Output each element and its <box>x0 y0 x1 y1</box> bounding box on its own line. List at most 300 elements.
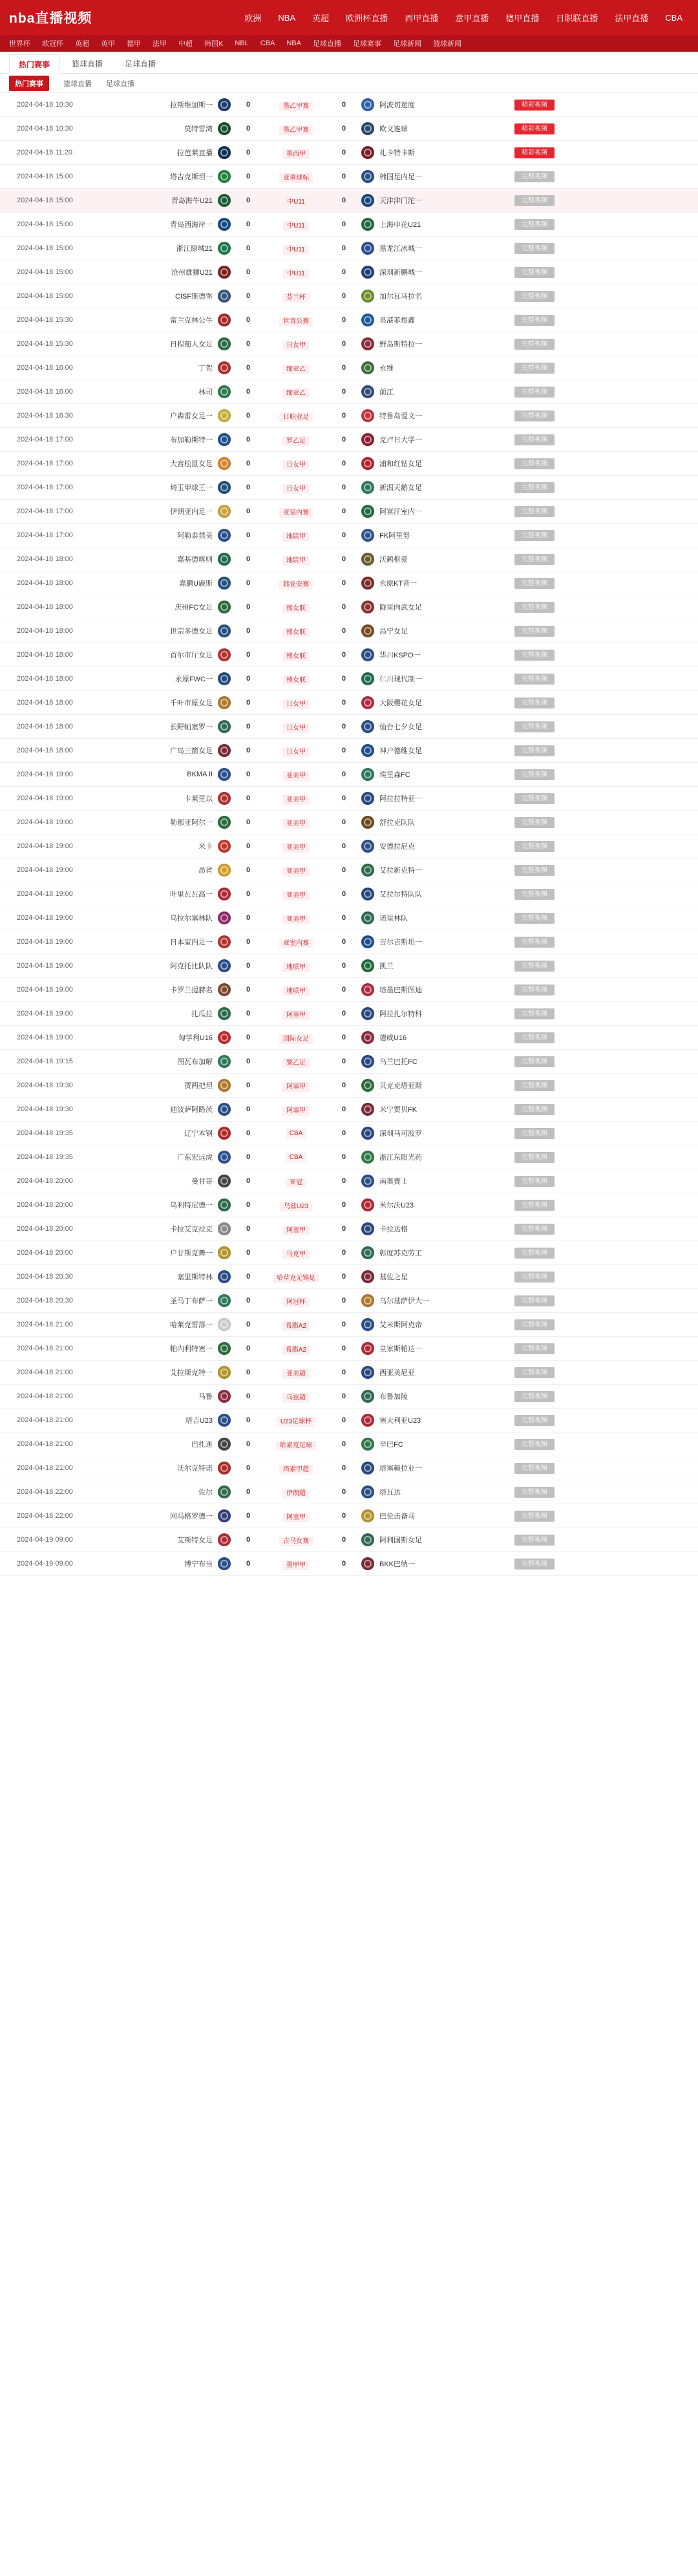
table-row[interactable] <box>0 117 698 141</box>
away-team[interactable] <box>356 1222 495 1235</box>
league-badge[interactable] <box>260 937 332 947</box>
home-team[interactable] <box>97 337 236 350</box>
nav-item-8[interactable]: 法甲直播 <box>615 13 649 23</box>
watch-replay-button[interactable]: 完整视频 <box>514 1319 555 1330</box>
home-team[interactable] <box>97 194 236 207</box>
subnav-item-1[interactable]: 欧冠杯 <box>42 40 63 48</box>
away-team[interactable] <box>356 1079 495 1092</box>
league-badge[interactable] <box>260 602 332 612</box>
away-team[interactable] <box>356 194 495 207</box>
away-team[interactable] <box>356 696 495 709</box>
home-team[interactable] <box>97 1103 236 1116</box>
watch-replay-button[interactable]: 完整视频 <box>514 1463 555 1474</box>
away-team[interactable] <box>356 122 495 135</box>
section-link-1[interactable]: 篮球直播 <box>63 80 92 88</box>
league-badge[interactable] <box>260 172 332 182</box>
table-row[interactable] <box>0 906 698 930</box>
league-badge[interactable] <box>260 100 332 110</box>
league-badge[interactable] <box>260 866 332 875</box>
watch-replay-button[interactable]: 完整视频 <box>514 458 555 469</box>
watch-replay-button[interactable]: 完整视频 <box>514 1056 555 1067</box>
watch-replay-button[interactable]: 完整视频 <box>514 1391 555 1402</box>
watch-replay-button[interactable]: 完整视频 <box>514 602 555 613</box>
home-team[interactable] <box>97 1127 236 1140</box>
away-team[interactable] <box>356 242 495 255</box>
subnav-item-8[interactable]: NBL <box>235 39 249 47</box>
league-badge[interactable] <box>260 698 332 708</box>
away-team[interactable] <box>356 1557 495 1570</box>
watch-replay-button[interactable]: 完整视频 <box>514 1343 555 1354</box>
nav-item-5[interactable]: 意甲直播 <box>455 13 489 23</box>
away-team[interactable] <box>356 481 495 494</box>
watch-replay-button[interactable]: 完整视频 <box>514 195 555 206</box>
table-row[interactable] <box>0 452 698 476</box>
home-team[interactable] <box>97 792 236 805</box>
league-badge[interactable] <box>260 1344 332 1354</box>
table-row[interactable] <box>0 1241 698 1265</box>
home-team[interactable] <box>97 888 236 900</box>
home-team[interactable] <box>97 768 236 781</box>
watch-replay-button[interactable]: 完整视频 <box>514 1152 555 1163</box>
home-team[interactable] <box>97 1079 236 1092</box>
home-team[interactable] <box>97 1509 236 1522</box>
subnav-item-9[interactable]: CBA <box>260 39 275 47</box>
league-badge[interactable] <box>260 1368 332 1378</box>
league-badge[interactable] <box>260 339 332 349</box>
league-badge[interactable] <box>260 650 332 660</box>
watch-highlights-button[interactable]: 精彩视频 <box>514 123 555 134</box>
section-link-2[interactable]: 足球直播 <box>106 80 134 88</box>
table-row[interactable] <box>0 476 698 500</box>
home-team[interactable] <box>97 314 236 326</box>
table-row[interactable] <box>0 954 698 978</box>
table-row[interactable] <box>0 978 698 1002</box>
home-team[interactable] <box>97 266 236 279</box>
away-team[interactable] <box>356 1366 495 1379</box>
league-badge[interactable] <box>260 794 332 804</box>
home-team[interactable] <box>97 1007 236 1020</box>
away-team[interactable] <box>356 1318 495 1331</box>
away-team[interactable] <box>356 1031 495 1044</box>
home-team[interactable] <box>97 1318 236 1331</box>
watch-replay-button[interactable]: 完整视频 <box>514 1080 555 1091</box>
league-badge[interactable] <box>260 1153 332 1161</box>
league-badge[interactable] <box>260 459 332 469</box>
away-team[interactable] <box>356 1485 495 1498</box>
away-team[interactable] <box>356 935 495 948</box>
league-badge[interactable] <box>260 1057 332 1067</box>
league-badge[interactable] <box>260 1176 332 1186</box>
league-badge[interactable] <box>260 1200 332 1210</box>
nav-item-7[interactable]: 日职联直播 <box>556 13 598 23</box>
watch-replay-button[interactable]: 完整视频 <box>514 793 555 804</box>
home-team[interactable] <box>97 648 236 661</box>
away-team[interactable] <box>356 409 495 422</box>
table-row[interactable] <box>0 691 698 715</box>
table-row[interactable] <box>0 763 698 787</box>
away-team[interactable] <box>356 146 495 159</box>
home-team[interactable] <box>97 385 236 398</box>
league-badge[interactable] <box>260 196 332 206</box>
table-row[interactable] <box>0 1122 698 1145</box>
watch-replay-button[interactable]: 完整视频 <box>514 1439 555 1450</box>
tab-0[interactable]: 热门赛事 <box>9 54 59 74</box>
watch-replay-button[interactable]: 完整视频 <box>514 506 555 517</box>
home-team[interactable] <box>97 1055 236 1068</box>
league-badge[interactable] <box>260 1416 332 1425</box>
league-badge[interactable] <box>260 124 332 134</box>
watch-replay-button[interactable]: 完整视频 <box>514 769 555 780</box>
league-badge[interactable] <box>260 1033 332 1043</box>
home-team[interactable] <box>97 457 236 470</box>
table-row[interactable] <box>0 1480 698 1504</box>
league-badge[interactable] <box>260 1248 332 1258</box>
away-team[interactable] <box>356 983 495 996</box>
league-badge[interactable] <box>260 674 332 684</box>
league-badge[interactable] <box>260 722 332 732</box>
home-team[interactable] <box>97 1151 236 1164</box>
home-team[interactable] <box>97 290 236 303</box>
subnav-item-2[interactable]: 英超 <box>75 40 89 48</box>
home-team[interactable] <box>97 983 236 996</box>
home-team[interactable] <box>97 361 236 374</box>
table-row[interactable] <box>0 1026 698 1050</box>
home-team[interactable] <box>97 1175 236 1187</box>
table-row[interactable] <box>0 284 698 308</box>
table-row[interactable] <box>0 1361 698 1385</box>
watch-replay-button[interactable]: 完整视频 <box>514 674 555 685</box>
table-row[interactable] <box>0 261 698 284</box>
away-team[interactable] <box>356 959 495 972</box>
away-team[interactable] <box>356 290 495 303</box>
home-team[interactable] <box>97 672 236 685</box>
watch-highlights-button[interactable]: 精彩视频 <box>514 147 555 158</box>
table-row[interactable] <box>0 1098 698 1122</box>
home-team[interactable] <box>97 1533 236 1546</box>
nav-item-2[interactable]: 英超 <box>312 13 330 23</box>
subnav-item-4[interactable]: 德甲 <box>127 40 141 48</box>
league-badge[interactable] <box>260 770 332 780</box>
home-team[interactable] <box>97 1557 236 1570</box>
watch-replay-button[interactable]: 完整视频 <box>514 1415 555 1426</box>
away-team[interactable] <box>356 648 495 661</box>
subnav-item-11[interactable]: 足球直播 <box>313 40 341 48</box>
watch-replay-button[interactable]: 完整视频 <box>514 363 555 374</box>
league-badge[interactable] <box>260 148 332 158</box>
league-badge[interactable] <box>260 985 332 995</box>
table-row[interactable] <box>0 787 698 811</box>
watch-replay-button[interactable]: 完整视频 <box>514 889 555 900</box>
home-team[interactable] <box>97 1222 236 1235</box>
table-row[interactable] <box>0 739 698 763</box>
subnav-item-10[interactable]: NBA <box>286 39 301 47</box>
table-row[interactable] <box>0 1385 698 1409</box>
league-badge[interactable] <box>260 507 332 516</box>
league-badge[interactable] <box>260 363 332 373</box>
home-team[interactable] <box>97 935 236 948</box>
watch-replay-button[interactable]: 完整视频 <box>514 1367 555 1378</box>
home-team[interactable] <box>97 1270 236 1283</box>
league-badge[interactable] <box>260 1105 332 1114</box>
home-team[interactable] <box>97 1414 236 1427</box>
away-team[interactable] <box>356 911 495 924</box>
table-row[interactable] <box>0 667 698 691</box>
watch-replay-button[interactable]: 完整视频 <box>514 267 555 278</box>
watch-replay-button[interactable]: 完整视频 <box>514 1128 555 1139</box>
league-badge[interactable] <box>260 913 332 923</box>
table-row[interactable] <box>0 882 698 906</box>
table-row[interactable] <box>0 428 698 452</box>
league-badge[interactable] <box>260 315 332 325</box>
league-badge[interactable] <box>260 387 332 397</box>
table-row[interactable] <box>0 141 698 165</box>
league-badge[interactable] <box>260 1487 332 1497</box>
away-team[interactable] <box>356 624 495 637</box>
table-row[interactable] <box>0 1265 698 1289</box>
home-team[interactable] <box>97 98 236 111</box>
away-team[interactable] <box>356 601 495 613</box>
table-row[interactable] <box>0 1145 698 1169</box>
home-team[interactable] <box>97 911 236 924</box>
watch-replay-button[interactable]: 完整视频 <box>514 1200 555 1211</box>
watch-replay-button[interactable]: 完整视频 <box>514 937 555 948</box>
home-team[interactable] <box>97 481 236 494</box>
away-team[interactable] <box>356 1270 495 1283</box>
away-team[interactable] <box>356 1509 495 1522</box>
away-team[interactable] <box>356 1414 495 1427</box>
away-team[interactable] <box>356 1055 495 1068</box>
table-row[interactable] <box>0 165 698 189</box>
watch-replay-button[interactable]: 完整视频 <box>514 530 555 541</box>
away-team[interactable] <box>356 505 495 518</box>
subnav-item-3[interactable]: 英甲 <box>101 40 115 48</box>
league-badge[interactable] <box>260 1129 332 1137</box>
table-row[interactable] <box>0 619 698 643</box>
away-team[interactable] <box>356 1438 495 1451</box>
watch-replay-button[interactable]: 完整视频 <box>514 841 555 852</box>
watch-replay-button[interactable]: 完整视频 <box>514 865 555 876</box>
away-team[interactable] <box>356 361 495 374</box>
league-badge[interactable] <box>260 435 332 445</box>
home-team[interactable] <box>97 146 236 159</box>
nav-item-1[interactable]: NBA <box>278 12 296 23</box>
watch-replay-button[interactable]: 完整视频 <box>514 387 555 398</box>
watch-replay-button[interactable]: 完整视频 <box>514 291 555 302</box>
watch-replay-button[interactable]: 完整视频 <box>514 219 555 230</box>
league-badge[interactable] <box>260 1440 332 1449</box>
league-badge[interactable] <box>260 292 332 301</box>
league-badge[interactable] <box>260 268 332 277</box>
home-team[interactable] <box>97 816 236 829</box>
league-badge[interactable] <box>260 961 332 971</box>
league-badge[interactable] <box>260 746 332 756</box>
home-team[interactable] <box>97 1031 236 1044</box>
table-row[interactable] <box>0 811 698 835</box>
table-row[interactable] <box>0 571 698 595</box>
table-row[interactable] <box>0 858 698 882</box>
table-row[interactable] <box>0 237 698 261</box>
away-team[interactable] <box>356 864 495 877</box>
nav-item-3[interactable]: 欧洲杯直播 <box>346 13 388 23</box>
league-badge[interactable] <box>260 483 332 493</box>
home-team[interactable] <box>97 1485 236 1498</box>
table-row[interactable] <box>0 380 698 404</box>
away-team[interactable] <box>356 1103 495 1116</box>
table-row[interactable] <box>0 1050 698 1074</box>
table-row[interactable] <box>0 1002 698 1026</box>
away-team[interactable] <box>356 1175 495 1187</box>
table-row[interactable] <box>0 308 698 332</box>
watch-replay-button[interactable]: 完整视频 <box>514 1176 555 1187</box>
home-team[interactable] <box>97 122 236 135</box>
away-team[interactable] <box>356 1246 495 1259</box>
nav-item-4[interactable]: 西甲直播 <box>405 13 439 23</box>
table-row[interactable] <box>0 93 698 117</box>
watch-replay-button[interactable]: 完整视频 <box>514 1559 555 1570</box>
away-team[interactable] <box>356 1198 495 1211</box>
table-row[interactable] <box>0 595 698 619</box>
table-row[interactable] <box>0 1313 698 1337</box>
nav-item-6[interactable]: 德甲直播 <box>505 13 540 23</box>
nav-item-0[interactable]: 欧洲 <box>244 13 262 23</box>
table-row[interactable] <box>0 643 698 667</box>
watch-replay-button[interactable]: 完整视频 <box>514 650 555 661</box>
away-team[interactable] <box>356 529 495 542</box>
watch-replay-button[interactable]: 完整视频 <box>514 1032 555 1043</box>
league-badge[interactable] <box>260 626 332 636</box>
table-row[interactable] <box>0 1552 698 1576</box>
home-team[interactable] <box>97 601 236 613</box>
away-team[interactable] <box>356 314 495 326</box>
home-team[interactable] <box>97 242 236 255</box>
subnav-item-7[interactable]: 韩国K <box>204 40 224 48</box>
away-team[interactable] <box>356 888 495 900</box>
away-team[interactable] <box>356 792 495 805</box>
watch-replay-button[interactable]: 完整视频 <box>514 171 555 182</box>
league-badge[interactable] <box>260 1511 332 1521</box>
away-team[interactable] <box>356 1151 495 1164</box>
watch-replay-button[interactable]: 完整视频 <box>514 554 555 565</box>
away-team[interactable] <box>356 1007 495 1020</box>
subnav-item-12[interactable]: 足球赛事 <box>353 40 381 48</box>
subnav-item-13[interactable]: 足球新闻 <box>393 40 421 48</box>
home-team[interactable] <box>97 505 236 518</box>
league-badge[interactable] <box>260 842 332 851</box>
table-row[interactable] <box>0 930 698 954</box>
league-badge[interactable] <box>260 1224 332 1234</box>
home-team[interactable] <box>97 1462 236 1474</box>
away-team[interactable] <box>356 1342 495 1355</box>
table-row[interactable] <box>0 1169 698 1193</box>
table-row[interactable] <box>0 356 698 380</box>
watch-replay-button[interactable]: 完整视频 <box>514 339 555 350</box>
watch-replay-button[interactable]: 完整视频 <box>514 745 555 756</box>
away-team[interactable] <box>356 672 495 685</box>
league-badge[interactable] <box>260 579 332 588</box>
table-row[interactable] <box>0 332 698 356</box>
away-team[interactable] <box>356 1533 495 1546</box>
table-row[interactable] <box>0 1217 698 1241</box>
table-row[interactable] <box>0 524 698 548</box>
watch-replay-button[interactable]: 完整视频 <box>514 1008 555 1019</box>
table-row[interactable] <box>0 1337 698 1361</box>
watch-replay-button[interactable]: 完整视频 <box>514 1487 555 1498</box>
watch-replay-button[interactable]: 完整视频 <box>514 1104 555 1115</box>
subnav-item-14[interactable]: 篮球新闻 <box>433 40 461 48</box>
home-team[interactable] <box>97 433 236 446</box>
table-row[interactable] <box>0 1456 698 1480</box>
table-row[interactable] <box>0 1289 698 1313</box>
away-team[interactable] <box>356 337 495 350</box>
tab-1[interactable]: 篮球直播 <box>72 59 103 69</box>
watch-replay-button[interactable]: 完整视频 <box>514 243 555 254</box>
watch-replay-button[interactable]: 完整视频 <box>514 913 555 924</box>
table-row[interactable] <box>0 1074 698 1098</box>
tab-2[interactable]: 足球直播 <box>125 59 156 69</box>
watch-replay-button[interactable]: 完整视频 <box>514 410 555 421</box>
away-team[interactable] <box>356 170 495 183</box>
home-team[interactable] <box>97 1366 236 1379</box>
watch-replay-button[interactable]: 完整视频 <box>514 985 555 995</box>
league-badge[interactable] <box>260 555 332 564</box>
watch-replay-button[interactable]: 完整视频 <box>514 961 555 972</box>
home-team[interactable] <box>97 624 236 637</box>
home-team[interactable] <box>97 170 236 183</box>
watch-replay-button[interactable]: 完整视频 <box>514 1295 555 1306</box>
away-team[interactable] <box>356 218 495 231</box>
league-badge[interactable] <box>260 1081 332 1091</box>
league-badge[interactable] <box>260 889 332 899</box>
subnav-item-0[interactable]: 世界杯 <box>9 40 30 48</box>
away-team[interactable] <box>356 577 495 590</box>
away-team[interactable] <box>356 720 495 733</box>
watch-replay-button[interactable]: 完整视频 <box>514 721 555 732</box>
away-team[interactable] <box>356 768 495 781</box>
watch-replay-button[interactable]: 完整视频 <box>514 1535 555 1546</box>
away-team[interactable] <box>356 98 495 111</box>
home-team[interactable] <box>97 840 236 853</box>
home-team[interactable] <box>97 1294 236 1307</box>
away-team[interactable] <box>356 1294 495 1307</box>
home-team[interactable] <box>97 529 236 542</box>
away-team[interactable] <box>356 1127 495 1140</box>
table-row[interactable] <box>0 213 698 237</box>
home-team[interactable] <box>97 959 236 972</box>
site-logo[interactable]: nba直播视频 <box>9 11 92 26</box>
home-team[interactable] <box>97 720 236 733</box>
subnav-item-6[interactable]: 中超 <box>178 40 193 48</box>
hot-matches-badge[interactable]: 热门赛事 <box>9 76 49 91</box>
table-row[interactable] <box>0 189 698 213</box>
away-team[interactable] <box>356 433 495 446</box>
table-row[interactable] <box>0 404 698 428</box>
watch-replay-button[interactable]: 完整视频 <box>514 817 555 828</box>
away-team[interactable] <box>356 816 495 829</box>
table-row[interactable] <box>0 1409 698 1432</box>
league-badge[interactable] <box>260 1009 332 1019</box>
home-team[interactable] <box>97 1390 236 1403</box>
league-badge[interactable] <box>260 1535 332 1545</box>
away-team[interactable] <box>356 385 495 398</box>
home-team[interactable] <box>97 1198 236 1211</box>
league-badge[interactable] <box>260 1559 332 1569</box>
home-team[interactable] <box>97 696 236 709</box>
league-badge[interactable] <box>260 1392 332 1401</box>
away-team[interactable] <box>356 840 495 853</box>
home-team[interactable] <box>97 744 236 757</box>
league-badge[interactable] <box>260 1296 332 1306</box>
watch-replay-button[interactable]: 完整视频 <box>514 578 555 589</box>
